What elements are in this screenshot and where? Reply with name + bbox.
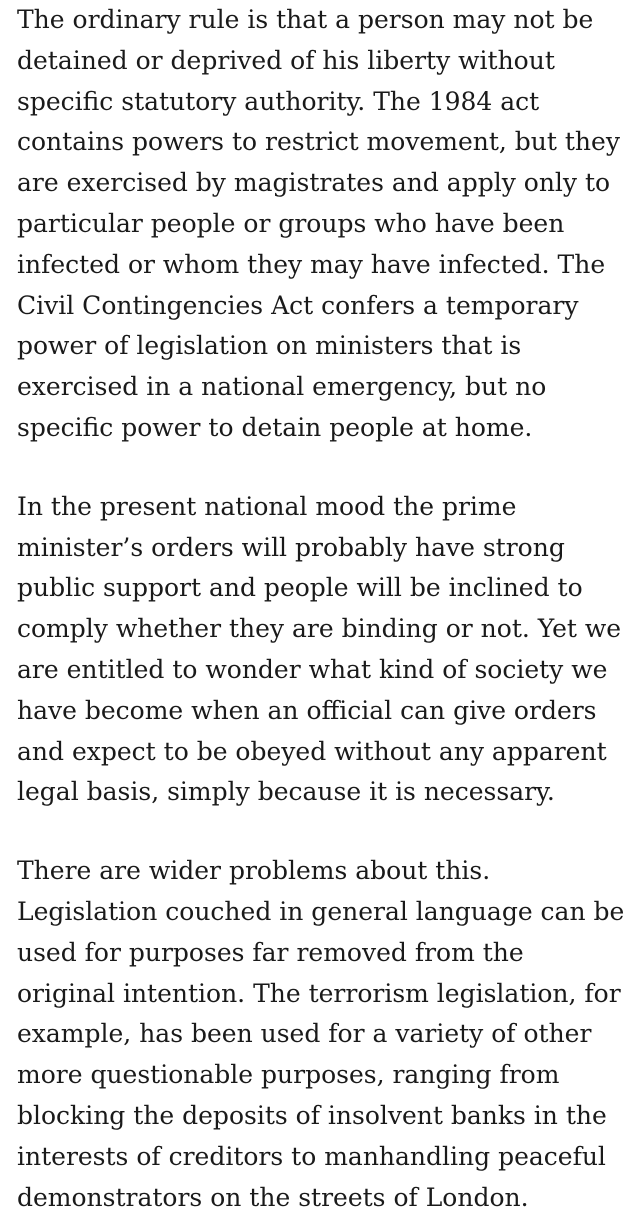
- text-line: are exercised by magistrates and apply only to: [17, 168, 611, 198]
- paragraph-2: [17, 487, 637, 813]
- paragraph-3: [17, 851, 637, 1218]
- text-line: have become when an official can give orders: [17, 695, 597, 725]
- text-line: legal basis, simply because it is necessary.: [17, 777, 555, 807]
- text-line: more questionable purposes, ranging from: [17, 1060, 560, 1090]
- paragraph-1: [17, 0, 637, 449]
- text-line: infected or whom they may have infected. The: [17, 249, 606, 279]
- text-line: are entitled to wonder what kind of society we: [17, 654, 608, 684]
- text-line: and expect to be obeyed without any apparent: [17, 736, 607, 766]
- text-line: minister’s orders will probably have strong: [17, 532, 565, 562]
- text-line: exercised in a national emergency, but no: [17, 372, 547, 402]
- text-line: specific power to detain people at home.: [17, 412, 533, 442]
- text-line: There are wider problems about this.: [17, 856, 491, 886]
- text-line: detained or deprived of his liberty without: [17, 45, 555, 75]
- text-line: comply whether they are binding or not. Yet we: [17, 614, 622, 644]
- text-line: power of legislation on ministers that is: [17, 331, 522, 361]
- text-line: used for purposes far removed from the: [17, 937, 524, 967]
- text-line: Civil Contingencies Act confers a temporary: [17, 290, 579, 320]
- text-line: original intention. The terrorism legislation, for: [17, 978, 621, 1008]
- text-line: The ordinary rule is that a person may not be: [17, 5, 594, 34]
- text-line: In the present national mood the prime: [17, 491, 517, 521]
- text-line: demonstrators on the streets of London.: [17, 1182, 529, 1212]
- text-line: specific statutory authority. The 1984 act: [17, 86, 540, 116]
- text-line: particular people or groups who have been: [17, 208, 565, 238]
- text-line: blocking the deposits of insolvent banks in the: [17, 1100, 607, 1130]
- text-line: interests of creditors to manhandling peaceful: [17, 1141, 606, 1171]
- text-line: public support and people will be inclined to: [17, 573, 583, 603]
- text-line: Legislation couched in general language can be: [17, 896, 625, 926]
- text-line: contains powers to restrict movement, but they: [17, 127, 620, 157]
- text-line: example, has been used for a variety of other: [17, 1019, 592, 1049]
